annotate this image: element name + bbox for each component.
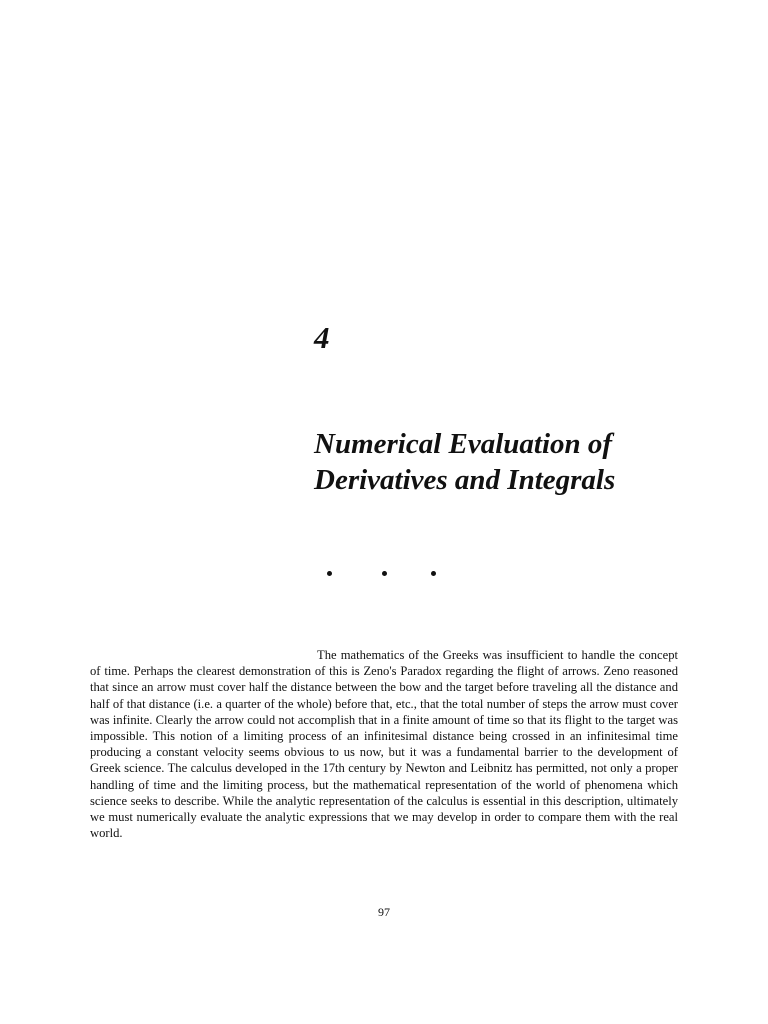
chapter-title	[314, 426, 734, 498]
chapter-number: 4	[314, 320, 330, 355]
body-paragraph: The mathematics of the Greeks was insufficient to handle the concept of time. Perhaps the clearest demonstration of this is Zeno's Paradox regarding the flight of arrows. Zeno reasoned that since an arrow must cover half the distance between the bow and the target before traveling all the distance and half of that distance (i.e. a quarter of the whole) before that, etc., that the total number of steps the arrow must cover was infinite. Clearly the arrow could not accomplish that in a finite amount of time so that its flight to the target was impossible. This notion of a limiting process of an infinitesimal distance being crossed in an infinitesimal time producing a constant velocity seems obvious to us now, but it was a fundamental barrier to the development of Greek science. The calculus developed in the 17th century by Newton and Leibnitz has permitted, not only a proper handling of time and the limiting process, but the mathematical representation of the world of phenomena which science seeks to describe. While the analytic representation of the calculus is essential in this description, ultimately we must numerically evaluate the analytic expressions that we may develop in order to compare them with the real world.	[90, 648, 678, 841]
chapter-title-line-2: Derivatives and Integrals	[314, 464, 616, 496]
section-separator-dots	[0, 566, 768, 582]
separator-dot-2	[382, 571, 387, 576]
separator-dot-3	[431, 571, 436, 576]
page-number: 97	[378, 905, 390, 919]
separator-dot-1	[327, 571, 332, 576]
chapter-title-line-1: Numerical Evaluation of	[314, 428, 613, 460]
